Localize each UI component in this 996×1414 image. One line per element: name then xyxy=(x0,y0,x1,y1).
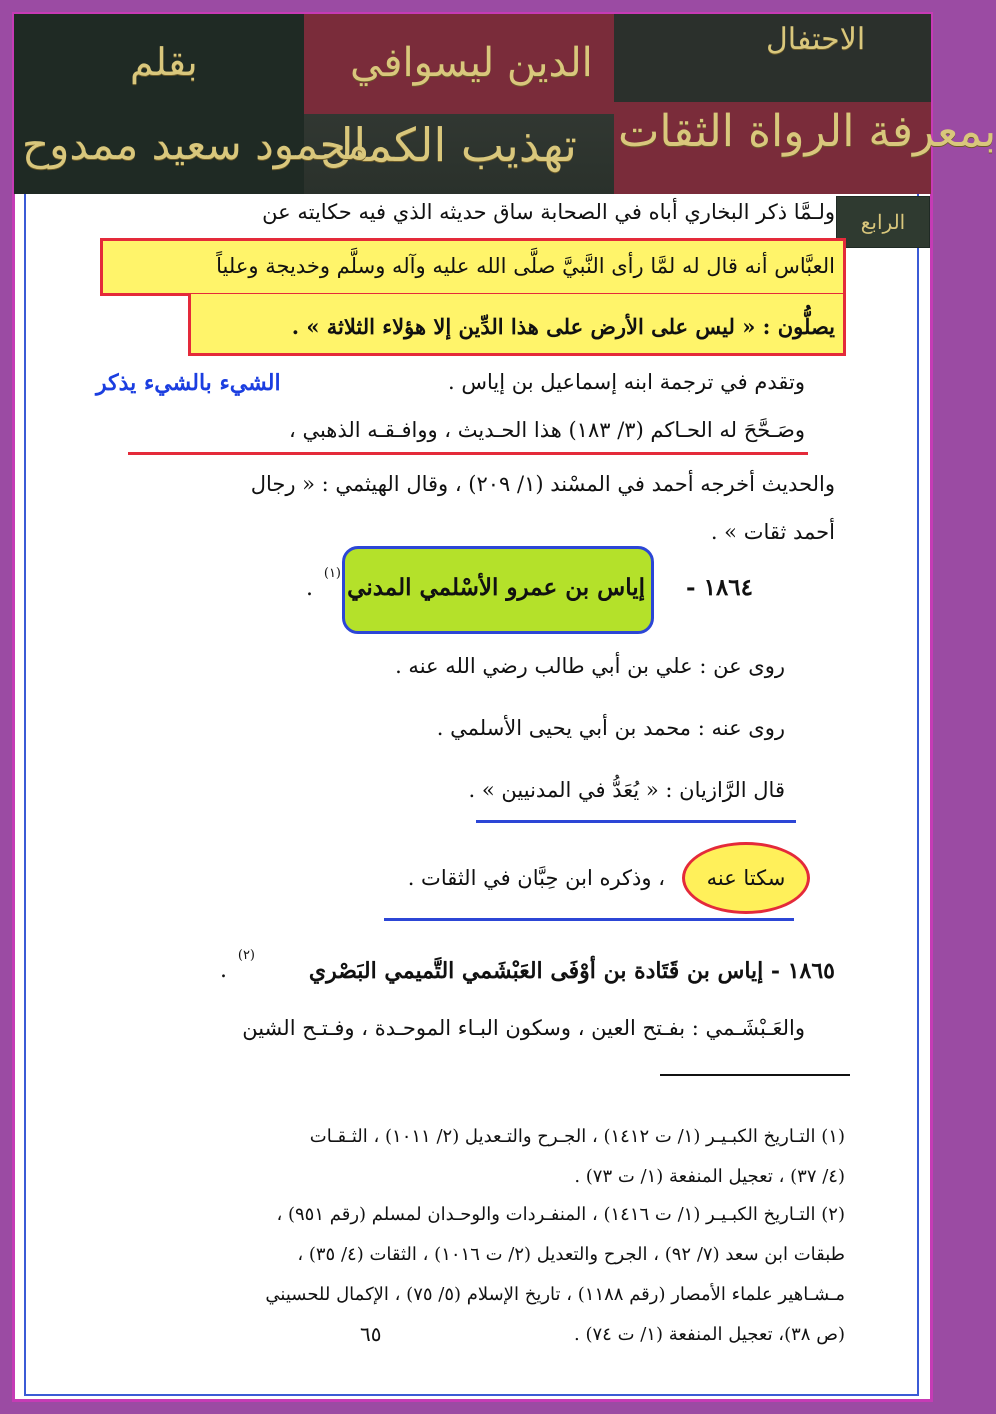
entry-1865-footnote-ref: (٢) xyxy=(237,948,255,963)
entry-1865-heading: ١٨٦٥ - إياس بن قَتَادة بن أوْفَى العَبْشَمي التَّميمي البَصْري xyxy=(308,958,835,984)
narrated-from: روى عن : علي بن أبي طالب رضي الله عنه . xyxy=(395,654,785,678)
entry-1865-line2: والعَـبْشَـمي : بفـتح العين ، وسكون البـاء الموحـدة ، وفـتـح الشين xyxy=(242,1016,805,1040)
razian-quote: قال الرَّازيان : « يُعَدُّ في المدنيين » . xyxy=(468,778,785,802)
entry-1864-end: . xyxy=(306,576,313,601)
blue-underline-1 xyxy=(476,820,796,823)
red-underline xyxy=(128,452,808,455)
body-line-2: العبَّاس أنه قال له لمَّا رأى النَّبيَّ صلَّى الله عليه وآله وسلَّم وخديجة وعلياً xyxy=(216,254,835,278)
banner-bottom-mid: تهذيب الكمال xyxy=(320,118,577,172)
entry-1864-name: إياس بن عمرو الأسْلمي المدني xyxy=(347,574,645,601)
footnote-line-3: (٢) التـاريخ الكبـيـر (١/ ت ١٤١٦) ، المنفـردات والوحـدان لمسلم (رقم ٩٥١) ، xyxy=(276,1204,845,1225)
body-line-1: ولـمَّا ذكر البخاري أباه في الصحابة ساق حديثه الذي فيه حكايته عن xyxy=(262,200,835,224)
entry-1864-footnote-ref: (١) xyxy=(323,566,341,581)
body-line-6: والحديث أخرجه أحمد في المسْند (١/ ٢٠٩) ، وقال الهيثمي : « رجال xyxy=(250,472,835,496)
body-line-3: يصلُّون : « ليس على الأرض على هذا الدِّين إلا هؤلاء الثلاثة » . xyxy=(291,314,835,339)
footnote-line-1: (١) التـاريخ الكبـيـر (١/ ت ١٤١٢) ، الجـرح والتـعديل (٢/ ١٠١١) ، الثـقـات xyxy=(309,1126,845,1147)
narrated-by: روى عنه : محمد بن أبي يحيى الأسلمي . xyxy=(436,716,785,740)
part-badge: الرابع xyxy=(836,196,930,248)
footnote-rule xyxy=(660,1074,850,1076)
body-line-5: وصَـحَّحَ له الحـاكم (٣/ ١٨٣) هذا الحـديث ، ووافـقـه الذهبي ، xyxy=(288,418,805,442)
footnote-line-6: (ص ٣٨)، تعجيل المنفعة (١/ ت ٧٤) . xyxy=(574,1324,845,1345)
banner-top-right: الاحتفال xyxy=(766,22,866,57)
entry-1864-number: ١٨٦٤ - xyxy=(686,574,753,601)
entry-1865-end: . xyxy=(220,958,227,983)
blue-underline-2 xyxy=(384,918,794,921)
footnote-line-4: طبقات ابن سعد (٧/ ٩٢) ، الجرح والتعديل (٢/ ت ١٠١٦) ، الثقات (٤/ ٣٥) ، xyxy=(297,1244,845,1265)
page-number: ٦٥ xyxy=(360,1322,382,1346)
footnote-line-5: مـشـاهير علماء الأمصار (رقم ١١٨٨) ، تاريخ الإسلام (٥/ ٧٥) ، الإكمال للحسيني xyxy=(265,1284,845,1305)
banner-bottom-left: محمود سعيد ممدوح xyxy=(22,120,370,169)
banner-top-mid: الدين ليسوافي xyxy=(350,40,593,86)
footnote-line-2: (٤/ ٣٧) ، تعجيل المنفعة (١/ ت ٧٣) . xyxy=(574,1166,845,1187)
ibn-hibban-line: ، وذكره ابن حِبَّان في الثقات . xyxy=(407,866,665,890)
header-banner xyxy=(14,14,996,194)
silent-oval: سكتا عنه xyxy=(682,842,810,914)
side-note: الشيء بالشيء يذكر xyxy=(96,370,281,396)
banner-top-left: بقلم xyxy=(130,40,198,84)
banner-bottom-right: بمعرفة الرواة الثقات xyxy=(618,106,996,157)
body-line-4: وتقدم في ترجمة ابنه إسماعيل بن إياس . xyxy=(448,370,805,394)
body-line-7: أحمد ثقات » . xyxy=(710,520,835,544)
